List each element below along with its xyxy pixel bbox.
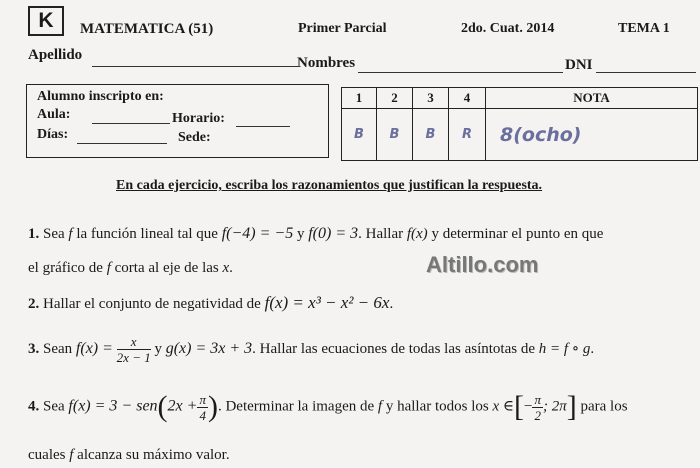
exam-name: Primer Parcial [298, 21, 387, 36]
q4-dom-den: 2 [534, 407, 541, 423]
exam-term: 2do. Cuat. 2014 [461, 21, 555, 36]
grade-final-note: 8(ocho) [486, 109, 698, 161]
q4-f: f [377, 398, 383, 415]
q1-y: y [296, 226, 305, 242]
question-1-number: 1. [28, 226, 40, 242]
q3-fx-eq: f(x) = [75, 339, 113, 357]
grade-header-2: 2 [377, 88, 413, 109]
watermark-logo: Altillo.com [426, 252, 539, 277]
q4-pi-den: 4 [199, 407, 206, 423]
q3-fraction [117, 334, 151, 365]
question-1-line-2 [28, 260, 233, 277]
question-1-line-1 [28, 225, 603, 243]
dias-field[interactable] [77, 143, 167, 144]
enrollment-title: Alumno inscripto en: [37, 89, 164, 104]
q2-end: . [389, 296, 394, 312]
q4-lead: Sea [43, 398, 65, 415]
grade-header-4: 4 [449, 88, 486, 109]
horario-field[interactable] [236, 126, 290, 127]
apellido-field[interactable] [92, 66, 298, 67]
course-title: MATEMATICA (51) [80, 21, 214, 37]
q4-paren-close: ) [207, 390, 218, 423]
question-3-number: 3. [28, 340, 40, 357]
grade-mark-2: B [377, 109, 413, 161]
q4-pi-fraction [197, 392, 208, 423]
q4-bracket-open: [ [514, 390, 524, 423]
question-4-line-2 [28, 447, 230, 464]
grade-header-3: 3 [413, 88, 449, 109]
q1-line2-f: f [106, 260, 111, 276]
dni-field[interactable] [596, 72, 696, 73]
grade-header-nota: NOTA [486, 88, 698, 109]
dias-label: Días: [37, 127, 69, 142]
apellido-label: Apellido [28, 47, 83, 63]
q1-condition-2: f(0) = 3 [308, 225, 359, 242]
dni-label: DNI [565, 57, 593, 73]
q4-tail: para los [580, 398, 628, 415]
nombres-field[interactable] [358, 72, 563, 73]
q1-line2-x: x [222, 260, 230, 276]
q4-text2: y hallar todos los [385, 398, 489, 415]
q4-line2-a: cuales [28, 447, 66, 463]
q1-text-d: y determinar el punto en que [431, 226, 604, 242]
grade-mark-3: B [413, 109, 449, 161]
q4-text: . Determinar la imagen de [217, 398, 375, 415]
q2-text: Hallar el conjunto de negatividad de [43, 296, 261, 312]
q2-expression: f(x) = x³ − x² − 6x [264, 293, 390, 312]
q3-g: g(x) = 3x + 3 [165, 339, 253, 357]
sede-label: Sede: [178, 130, 211, 145]
instructions: En cada ejercicio, escriba los razonamientos que justifican la respuesta. [116, 178, 543, 193]
q4-dom-num: π [534, 391, 541, 407]
q4-bracket-close: ] [566, 390, 577, 423]
q1-line2-a: el gráfico de [28, 260, 103, 276]
q4-minus: − [524, 398, 533, 415]
q1-f: f [68, 226, 73, 242]
q1-line2-b: corta al eje de las [114, 260, 219, 276]
q4-domain-fraction [532, 392, 543, 423]
exam-theme: TEMA 1 [618, 21, 670, 36]
q3-lead: Sean [43, 340, 73, 357]
question-2-number: 2. [28, 296, 40, 312]
q1-text-a: Sea [43, 226, 65, 242]
q4-domain-a: x ∈ [492, 398, 514, 415]
nombres-label: Nombres [297, 55, 356, 71]
q1-line2-end: . [229, 260, 233, 276]
q1-text-c: . Hallar [358, 226, 404, 242]
question-2 [28, 293, 393, 313]
q3-text: . Hallar las ecuaciones de todas las asíntotas de [252, 340, 535, 357]
q3-frac-den: 2x − 1 [116, 350, 151, 365]
q1-condition-1: f(−4) = −5 [221, 225, 294, 242]
aula-field[interactable] [92, 123, 170, 124]
q3-frac-num: x [117, 334, 151, 350]
aula-label: Aula: [37, 107, 71, 122]
q3-y: y [154, 340, 162, 357]
grade-header-1: 1 [342, 88, 377, 109]
q4-line2-b: alcanza su máximo valor. [77, 447, 230, 463]
q4-expr-inner: 2x + [167, 397, 198, 415]
q4-paren-open: ( [157, 390, 168, 423]
horario-label: Horario: [172, 111, 225, 126]
tema-letter-box: K [28, 6, 64, 36]
question-3 [28, 334, 594, 365]
q4-pi-num: π [199, 391, 206, 407]
q4-line2-f: f [69, 447, 74, 463]
q1-fx: f(x) [406, 226, 428, 242]
q4-domain-b: ; 2π [542, 398, 567, 415]
question-4-line-1 [28, 390, 628, 424]
q1-text-b: la función lineal tal que [76, 226, 218, 242]
q3-h: h = f ∘ g [538, 340, 591, 357]
q3-end: . [590, 340, 595, 357]
question-4-number: 4. [28, 398, 40, 415]
grade-mark-1: B [342, 109, 377, 161]
q4-expr-a: f(x) = 3 − sen [68, 397, 158, 415]
grade-mark-4: R [449, 109, 486, 161]
grade-table [341, 87, 698, 161]
